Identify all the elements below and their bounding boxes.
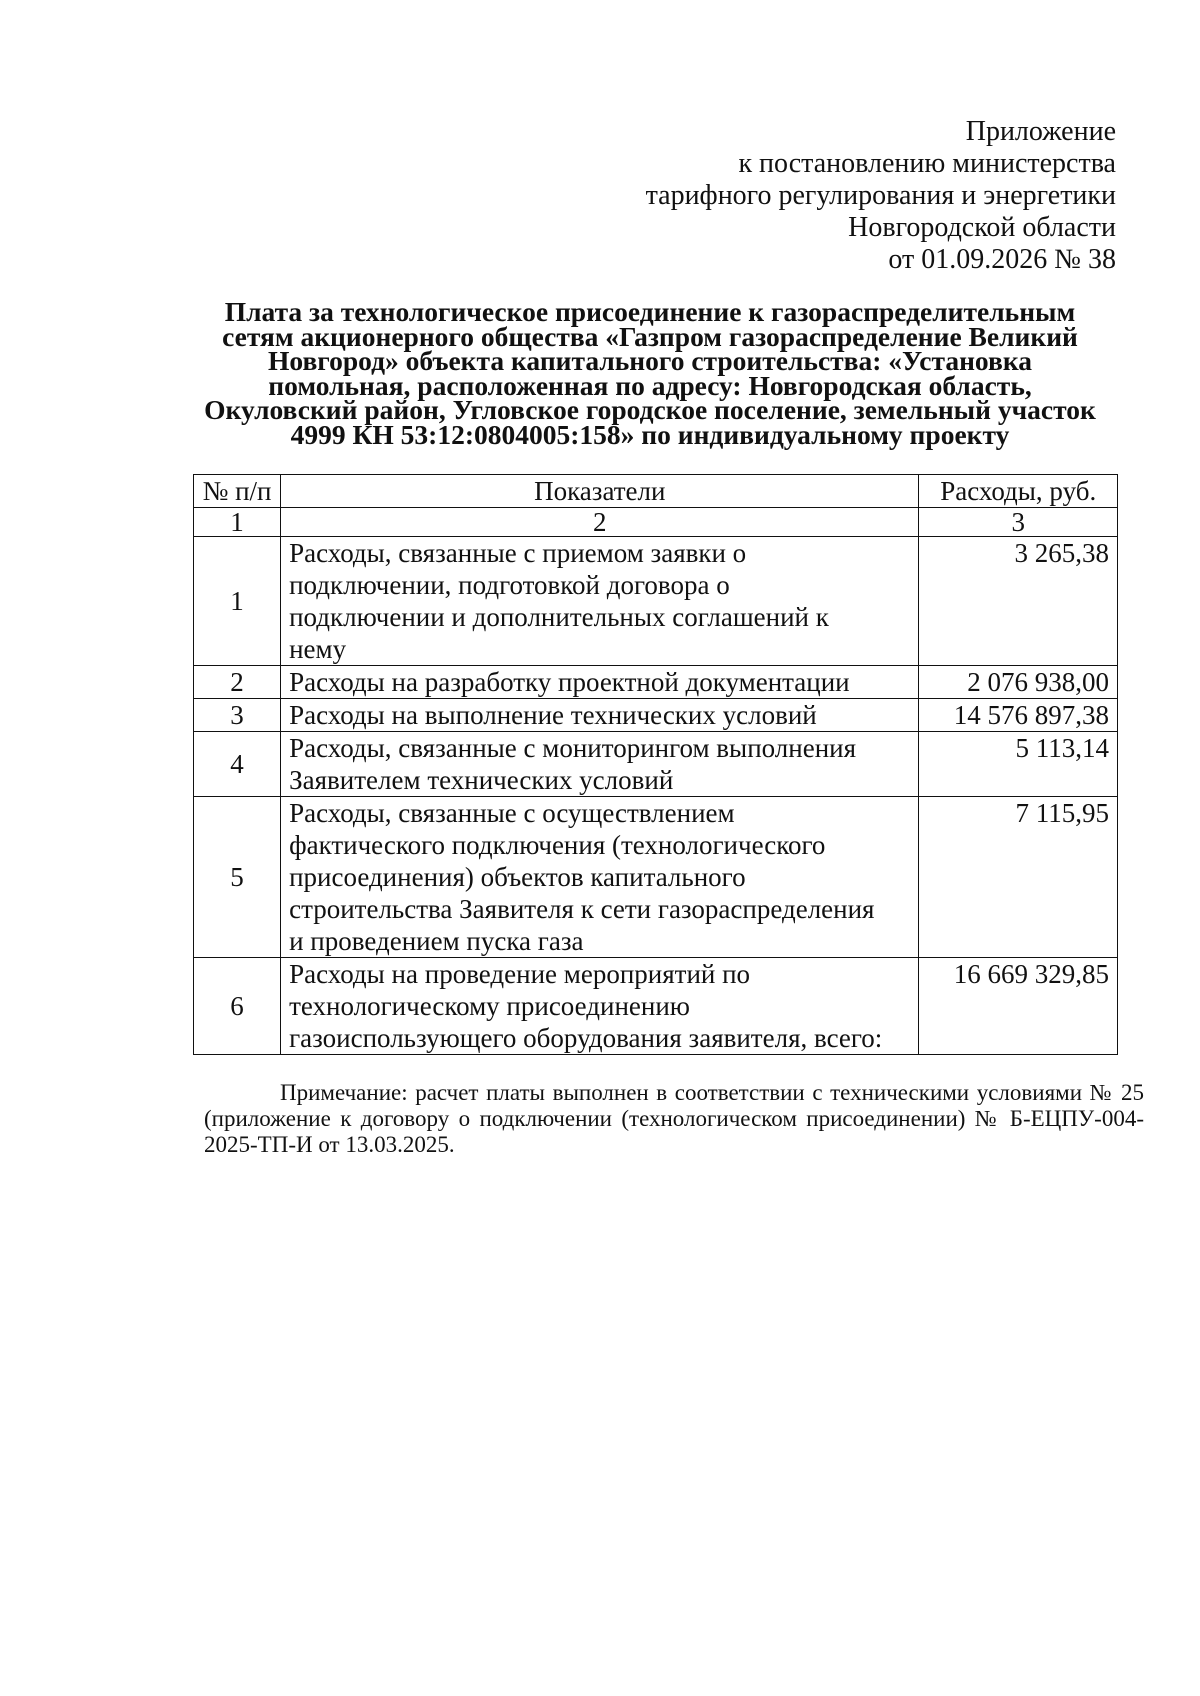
appendix-line: к постановлению министерства [738, 148, 1116, 179]
column-number: 3 [919, 508, 1118, 537]
indicator-line: Расходы на проведение мероприятий по [289, 959, 751, 989]
row-amount: 3 265,38 [919, 537, 1118, 666]
header-expenses: Расходы, руб. [919, 475, 1118, 508]
row-indicator [281, 732, 919, 797]
indicator-line: Заявителем технических условий [289, 765, 674, 795]
indicator-line: и проведением пуска газа [289, 926, 584, 956]
indicator-line: Расходы, связанные с мониторингом выполнения [289, 733, 857, 763]
indicator-line: подключении, подготовкой договора о [289, 570, 730, 600]
title-line: Плата за технологическое присоединение к газораспределительным [224, 296, 1076, 327]
row-amount: 2 076 938,00 [919, 666, 1118, 699]
row-number: 1 [194, 537, 281, 666]
indicator-line: подключении и дополнительных соглашений к [289, 602, 829, 632]
header-indicators: Показатели [281, 475, 919, 508]
appendix-date-line: от 01.09.2026 № 38 [888, 244, 1116, 275]
header-number: № п/п [194, 475, 281, 508]
row-indicator [281, 699, 919, 732]
indicator-line: Расходы, связанные с осуществлением [289, 798, 735, 828]
appendix-line: тарифного регулирования и энергетики [645, 180, 1116, 211]
row-amount: 16 669 329,85 [919, 958, 1118, 1055]
title-line: сетям акционерного общества «Газпром газораспределение Великий [222, 320, 1078, 352]
title-line: Новгород» объекта капитального строительства: «Установка [267, 345, 1033, 376]
title-line: Окуловский район, Угловское городское поселение, земельный участок [204, 394, 1096, 425]
appendix-line: Новгородской области [848, 212, 1116, 243]
row-amount: 5 113,14 [919, 732, 1118, 797]
table-row [194, 732, 1118, 797]
indicator-line: Расходы на выполнение технических условий [289, 700, 817, 730]
table-row [194, 958, 1118, 1055]
row-number: 6 [194, 958, 281, 1055]
table-row [194, 666, 1118, 699]
indicator-line: газоиспользующего оборудования заявителя, всего: [289, 1023, 883, 1053]
row-indicator [281, 666, 919, 699]
table-row [194, 699, 1118, 732]
row-indicator [281, 537, 919, 666]
row-indicator [281, 797, 919, 958]
footnote: Примечание: расчет платы выполнен в соответствии с техническими условиями № 25 (приложение к договору о подключении (технологическом присоединении) № Б-ЕЦПУ-004-2025-ТП-И от 13.03.2025. [204, 1080, 1144, 1157]
title-line: 4999 КН 53:12:0804005:158» по индивидуальному проекту [290, 418, 1010, 450]
row-indicator [281, 958, 919, 1055]
column-number-row [194, 508, 1118, 537]
row-number: 5 [194, 797, 281, 958]
document-title [180, 296, 1120, 450]
costs-table [193, 474, 1118, 1055]
table-row [194, 797, 1118, 958]
table-header-row [194, 475, 1118, 508]
row-amount: 14 576 897,38 [919, 699, 1118, 732]
indicator-line: фактического подключения (технологического [289, 830, 826, 860]
indicator-line: Расходы на разработку проектной документации [289, 667, 850, 697]
row-number: 4 [194, 732, 281, 797]
appendix-block [356, 116, 1116, 276]
row-number: 3 [194, 699, 281, 732]
indicator-line: технологическому присоединению [289, 991, 690, 1021]
indicator-line: нему [289, 634, 347, 664]
row-number: 2 [194, 666, 281, 699]
indicator-line: Расходы, связанные с приемом заявки о [289, 538, 747, 568]
table-row [194, 537, 1118, 666]
title-line: помольная, расположенная по адресу: Новгородская область, [268, 369, 1032, 401]
indicator-line: строительства Заявителя к сети газораспределения [289, 894, 875, 924]
row-amount: 7 115,95 [919, 797, 1118, 958]
indicator-line: присоединения) объектов капитального [289, 862, 746, 892]
column-number: 1 [194, 508, 281, 537]
column-number: 2 [281, 508, 919, 537]
appendix-line: Приложение [965, 116, 1116, 147]
